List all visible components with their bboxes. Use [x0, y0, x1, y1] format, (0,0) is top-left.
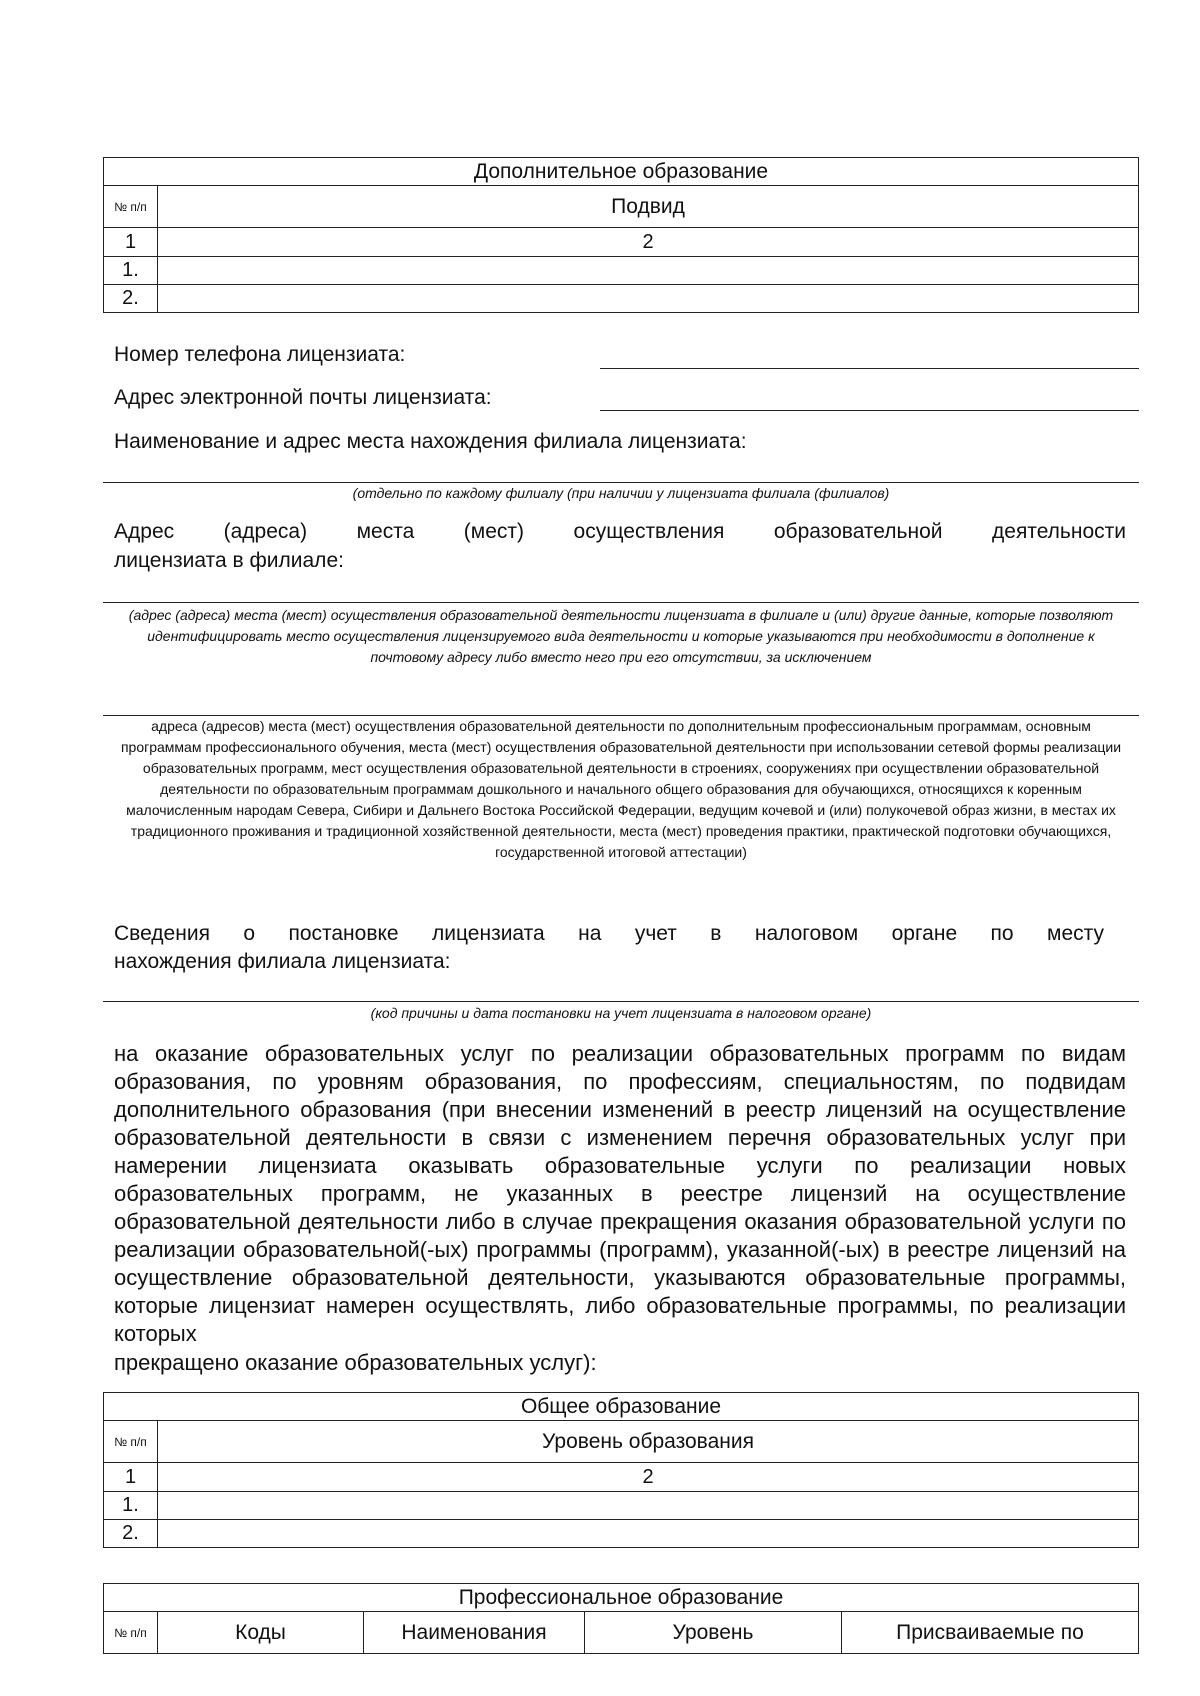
email-label: Адрес электронной почты лицензиата: [114, 386, 492, 409]
codes-column-header: Коды [158, 1612, 364, 1654]
education-level-column-header: Уровень образования [158, 1421, 1139, 1463]
row-number: 2. [104, 285, 158, 313]
professional-education-table [103, 1583, 1139, 1654]
table-row [104, 1492, 1139, 1520]
table-row [104, 285, 1139, 313]
column-index: 2 [158, 1463, 1139, 1492]
tax-field[interactable] [103, 1001, 1139, 1002]
names-column-header: Наименования [364, 1612, 585, 1654]
additional-education-table [103, 157, 1139, 313]
address-hint: (адрес (адреса) места (мест) осуществления образовательной деятельности лицензиата в филиале и (или) другие данные, которые позволяют идентифицировать место осуществления лицензируемого вида деятельности и которые указываются при необходимости в дополнение к почтовому адресу либо вместо него при его отсутствии, за исключением [128, 607, 1114, 665]
subtype-cell[interactable] [158, 257, 1139, 285]
tax-label-line-1: Сведения о постановке лицензиата на учет в налоговом органе по месту [114, 922, 1104, 945]
table-row [104, 257, 1139, 285]
number-column-header: № п/п [104, 1612, 158, 1654]
row-number: 1. [104, 257, 158, 285]
general-education-table [103, 1392, 1139, 1548]
tax-hint: (код причины и дата постановки на учет лицензиата в налоговом органе) [370, 1005, 872, 1021]
branch-hint: (отдельно по каждому филиалу (при наличии у лицензиата филиала (филиалов) [352, 485, 890, 501]
education-level-cell[interactable] [158, 1520, 1139, 1548]
services-paragraph-body: на оказание образовательных услуг по реализации образовательных программ по видам образования, по уровням образования, по профессиям, специальностям, по подвидам дополнительного образования (при внесении изменений в реестр лицензий на осуществление образовательной деятельности в связи с изменением перечня образовательных услуг при намерении лицензиата оказывать образовательные услуги по реализации новых образовательных программ, не указанных в реестре лицензий на осуществление образовательной деятельности либо в случае прекращения оказания образовательной услуги по реализации образовательной(-ых) программы (программ), указанной(-ых) в реестре лицензий на осуществление образовательной деятельности, указываются образовательные программы, которые лицензиат намерен осуществлять, либо образовательные программы, по реализации которых [114, 1041, 1126, 1346]
level-column-header: Уровень [585, 1612, 842, 1654]
phone-label: Номер телефона лицензиата: [114, 343, 406, 366]
row-number: 2. [104, 1520, 158, 1548]
services-paragraph-last-line: прекращено оказание образовательных услуг): [114, 1350, 597, 1375]
branch-label: Наименование и адрес места нахождения филиала лицензиата: [114, 430, 747, 453]
number-column-header: № п/п [104, 186, 158, 228]
address-label-line-1: Адрес (адреса) места (мест) осуществления образовательной деятельности [114, 520, 1126, 543]
phone-field[interactable] [600, 368, 1139, 369]
services-paragraph [114, 1040, 1126, 1348]
address-field[interactable] [103, 602, 1139, 603]
column-index: 1 [104, 228, 158, 257]
table-caption: Общее образование [104, 1393, 1139, 1421]
table-caption: Дополнительное образование [104, 158, 1139, 186]
row-number: 1. [104, 1492, 158, 1520]
education-level-cell[interactable] [158, 1492, 1139, 1520]
column-index: 1 [104, 1463, 158, 1492]
table-caption: Профессиональное образование [104, 1584, 1139, 1612]
subtype-column-header: Подвид [158, 186, 1139, 228]
subtype-cell[interactable] [158, 285, 1139, 313]
qualification-column-header: Присваиваемые по [842, 1612, 1139, 1654]
table-row [104, 1520, 1139, 1548]
number-column-header: № п/п [104, 1421, 158, 1463]
tax-label-line-2: нахождения филиала лицензиата: [114, 950, 451, 973]
email-field[interactable] [600, 410, 1139, 411]
address-note: адреса (адресов) места (мест) осуществления образовательной деятельности по дополнительным профессиональным программам, основным программам профессионального обучения, места (мест) осуществления образовательной деятельности при использовании сетевой формы реализации образовательных программ, мест осуществления образовательной деятельности в строениях, сооружениях при осуществлении образовательной деятельности по образовательным программам дошкольного и начального общего образования для обучающихся, относящихся к коренным малочисленным народам Севера, Сибири и Дальнего Востока Российской Федерации, ведущим кочевой и (или) полукочевой образ жизни, в местах их традиционного проживания и традиционной хозяйственной деятельности, места (мест) проведения практики, практической подготовки обучающихся, государственной итоговой аттестации) [120, 718, 1122, 860]
column-index: 2 [158, 228, 1139, 257]
address-label-line-2: лицензиата в филиале: [114, 549, 344, 572]
